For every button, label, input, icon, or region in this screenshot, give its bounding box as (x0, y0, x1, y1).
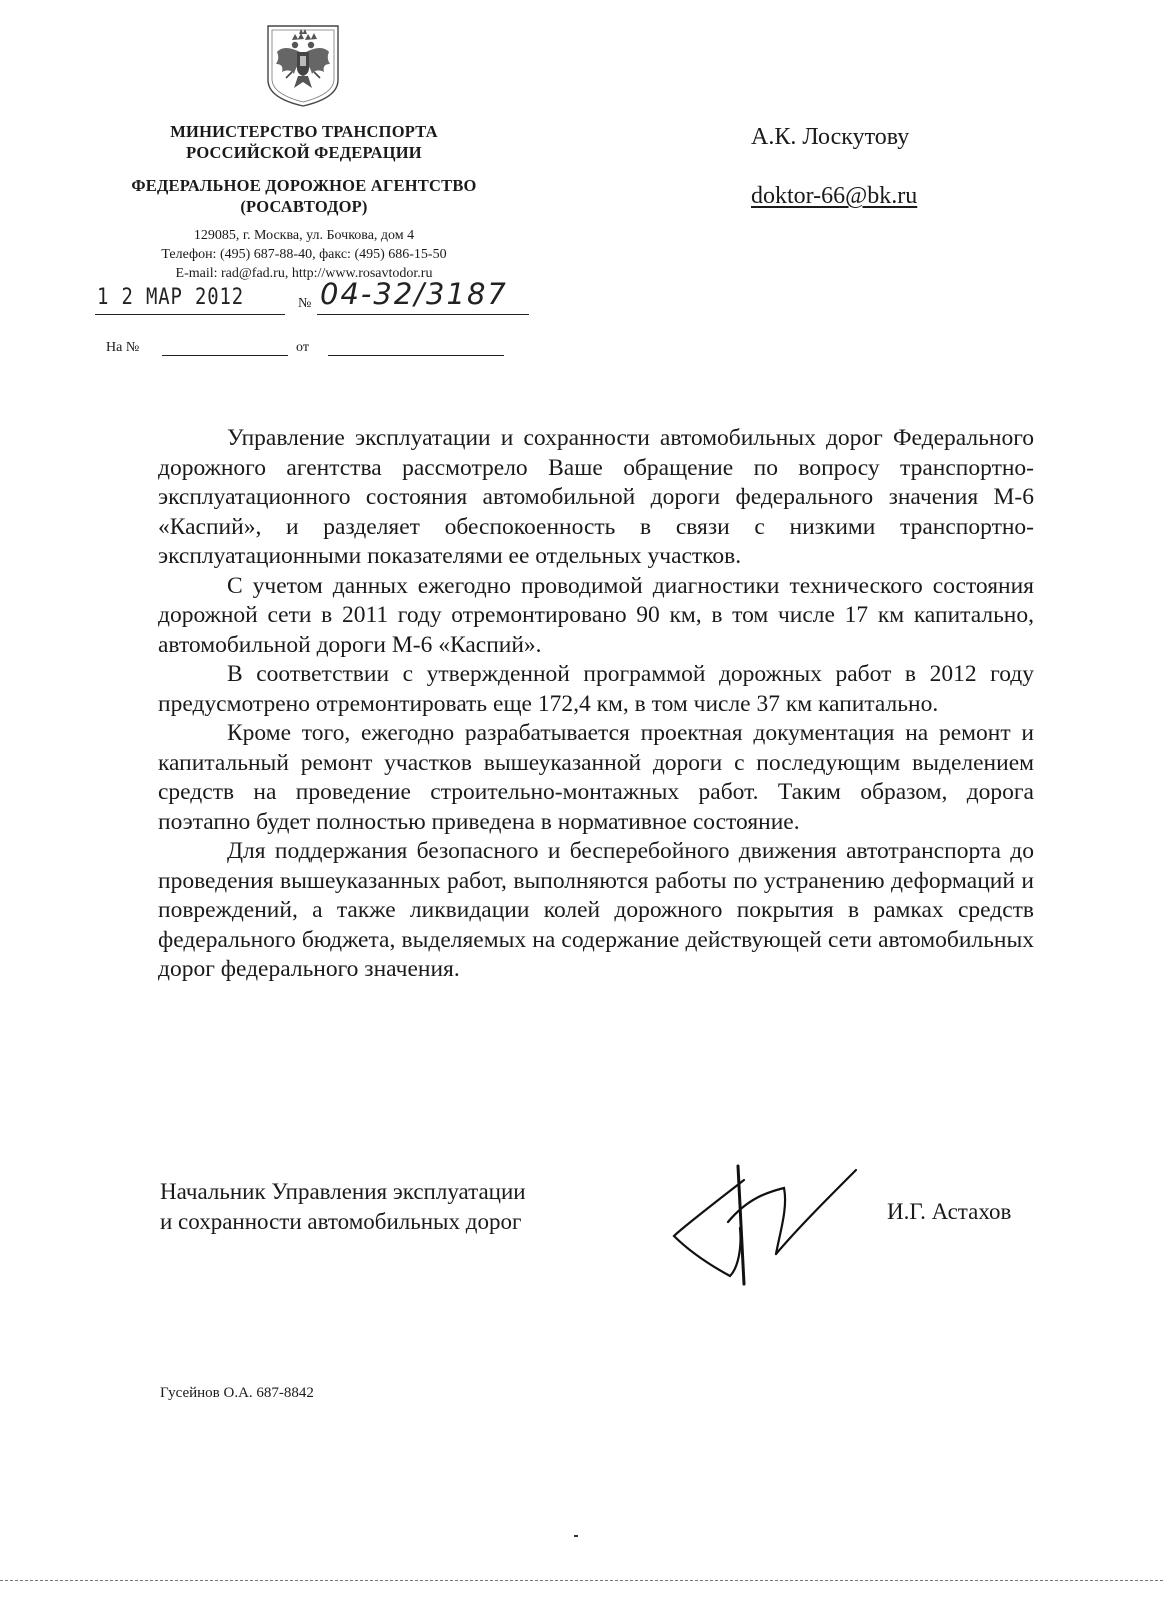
scan-edge-line (0, 1580, 1163, 1581)
letter-body (158, 424, 1034, 985)
reply-date-blank (328, 355, 504, 356)
executor-contact: Гусейнов О.А. 687-8842 (160, 1385, 314, 1401)
scan-speck (574, 1535, 578, 1537)
agency-address: 129085, г. Москва, ул. Бочкова, дом 4 (193, 228, 415, 243)
signer-name: И.Г. Астахов (887, 1199, 1012, 1224)
addressee-email: doktor-66@bk.ru (751, 183, 918, 209)
signer-title-line-2: и сохранности автомобильных дорог (160, 1208, 522, 1234)
date-underline (95, 314, 285, 315)
ministry-line-2: РОССИЙСКОЙ ФЕДЕРАЦИИ (186, 143, 422, 162)
body-paragraph: Кроме того, ежегодно разрабатывается проектная документация на ремонт и капитальный ремонт участков вышеуказанной дороги с последующим выделением средств на проведение строительно-монтажных работ. Таким образом, дорога поэтапно будет полностью приведена в нормативное состояние. (158, 720, 1034, 835)
reply-from-label: от (296, 340, 309, 355)
agency-email-web: E-mail: rad@fad.ru, http://www.rosavtodor.ru (175, 266, 433, 281)
body-paragraph: С учетом данных ежегодно проводимой диагностики технического состояния дорожной сети в 2011 году отремонтировано 90 км, в том числе 17 км капитально, автомобильной дороги М-6 «Каспий». (158, 572, 1034, 658)
agency-line-2: (РОСАВТОДОР) (240, 197, 368, 216)
signer-title-line-1: Начальник Управления эксплуатации (160, 1179, 526, 1204)
coat-of-arms-icon (262, 22, 344, 108)
agency-line-1: ФЕДЕРАЛЬНОЕ ДОРОЖНОЕ АГЕНТСТВО (131, 176, 477, 195)
reply-number-blank (162, 355, 288, 356)
addressee-name: А.К. Лоскутову (751, 124, 910, 150)
body-paragraph: Управление эксплуатации и сохранности автомобильных дорог Федерального дорожного агентства рассмотрело Ваше обращение по вопросу транспортно-эксплуатационного состояния автомобильной дороги федерального значения М-6 «Каспий», и разделяет обеспокоенность в связи с низкими транспортно-эксплуатационными показателями ее отдельных участков. (158, 425, 1034, 569)
registration-line (95, 277, 535, 323)
reply-reference-line (106, 340, 506, 360)
body-paragraph: Для поддержания безопасного и бесперебойного движения автотранспорта до проведения вышеуказанных работ, выполняются работы по устранению деформаций и повреждений, а также ликвидации колей дорожного покрытия в рамках средств федерального бюджета, выделяемых на содержание действующей сети автомобильных дорог федерального значения. (158, 838, 1034, 982)
number-label: № (298, 296, 312, 311)
number-underline (317, 314, 529, 315)
handwritten-number: 04-32/3187 (320, 277, 508, 311)
date-stamp: 1 2 МАР 2012 (97, 285, 245, 310)
letterhead (95, 121, 513, 283)
ministry-line-1: МИНИСТЕРСТВО ТРАНСПОРТА (170, 122, 438, 141)
signer-title (160, 1177, 526, 1236)
reply-number-label: На № (106, 340, 140, 355)
agency-phone: Телефон: (495) 687-88-40, факс: (495) 686-15-50 (161, 247, 447, 262)
handwritten-signature-icon (668, 1158, 868, 1288)
body-paragraph: В соответствии с утвержденной программой дорожных работ в 2012 году предусмотрено отремонтировать еще 172,4 км, в том числе 37 км капитально. (158, 661, 1034, 717)
